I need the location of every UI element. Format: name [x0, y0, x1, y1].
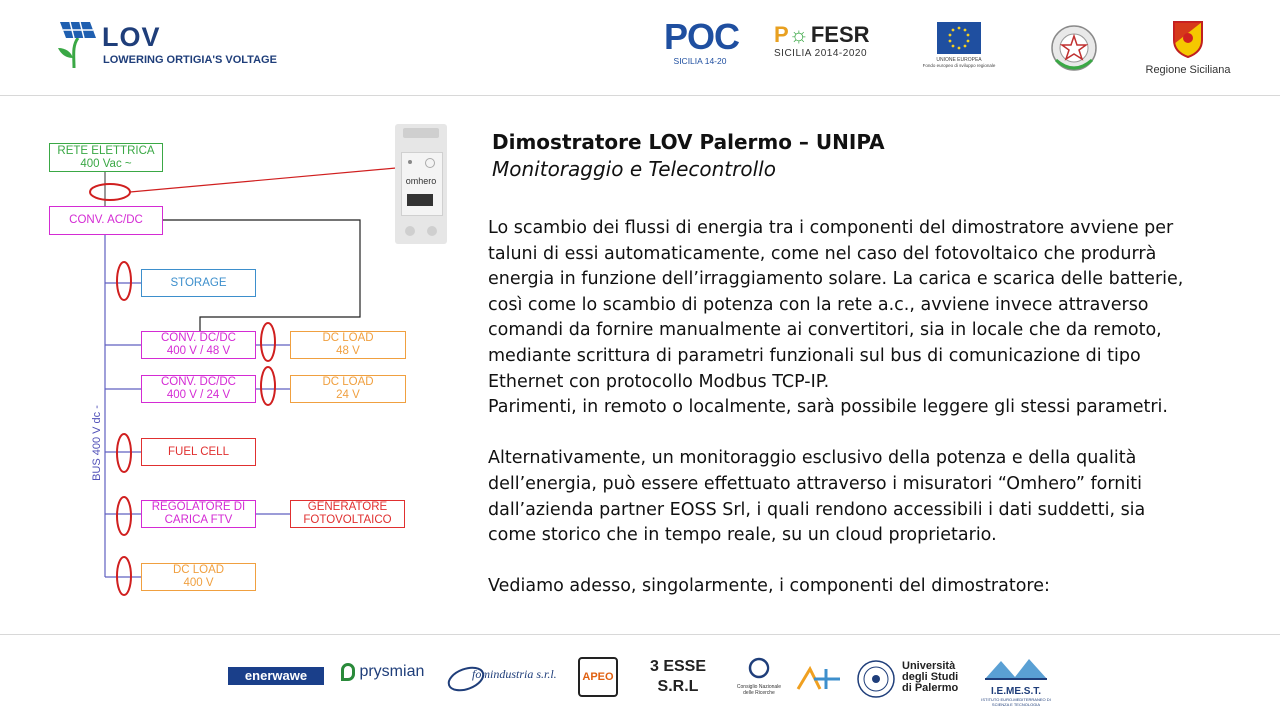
regolatore-box: REGOLATORE DI CARICA FTV — [141, 500, 256, 528]
unipa-seal-icon — [856, 659, 896, 699]
para3-line: Vediamo adesso, singolarmente, i componenti del dimostratore: — [488, 576, 1050, 597]
fomindustria-logo: fomindustria s.r.l. — [446, 657, 566, 697]
brand-name: LOV — [102, 22, 161, 52]
para1-line: taluni di essi automaticamente, come nel caso del fotovoltaico che produrrà — [488, 243, 1157, 264]
dc-load-24-box: DC LOAD 24 V — [290, 375, 406, 403]
dc-load-48-box: DC LOAD 48 V — [290, 331, 406, 359]
unipa-logo: Università degli Studi di Palermo — [856, 657, 962, 703]
conv-dcdc-24-box: CONV. DC/DC 400 V / 24 V — [141, 375, 256, 403]
poc-logo: POC SICILIA 14-20 — [664, 16, 740, 66]
para1-line: Ethernet con protocollo Modbus TCP-IP. — [488, 371, 830, 392]
tre-esse-logo: 3 ESSE S.R.L — [649, 658, 707, 695]
bus-label-wrap — [89, 380, 105, 510]
trinacria-shield-icon — [1171, 20, 1205, 58]
para2-line: dell’energia, può essere effettuato attraverso i misuratori “Omhero” forniti — [488, 473, 1142, 494]
storage-box: STORAGE — [141, 269, 256, 297]
rete-elettrica-box: RETE ELETTRICA 400 Vac ~ — [49, 143, 163, 172]
prysmian-mark-icon — [341, 663, 355, 681]
iemest-logo: I.E.ME.S.T. ISTITUTO EURO-MEDITERRANEO DI SCIENZA E TECNOLOGIA — [974, 655, 1058, 703]
header-bar — [0, 0, 1280, 96]
ate-mark-icon — [796, 665, 842, 693]
slide-subtitle: Monitoraggio e Telecontrollo — [492, 157, 776, 181]
omhero-meter-image — [395, 124, 447, 244]
para2-line: come storico che in tempo reale, su un cloud proprietario. — [488, 525, 997, 546]
conv-acdc-box: CONV. AC/DC — [49, 206, 163, 235]
italian-republic-emblem-icon — [1048, 20, 1100, 76]
para1-line: comandi da fornire manualmente ai convertitori, sia in locale che da remoto, — [488, 320, 1162, 341]
para2-line: dall’azienda partner EOSS Srl, i quali rendono accessibili i dati suddetti, sia — [488, 499, 1146, 520]
enerwawe-logo: enerwawe — [228, 667, 324, 685]
apeo-logo: APEO — [578, 657, 618, 697]
fesr-logo: P☼FESR SICILIA 2014-2020 — [774, 22, 870, 59]
cnr-logo: Consiglio Nazionale delle Ricerche — [736, 657, 782, 707]
para1-line: energia in funzione dell’irraggiamento solare. La carica e scarica delle batterie, — [488, 269, 1184, 290]
generatore-fotovoltaico-box: GENERATORE FOTOVOLTAICO — [290, 500, 405, 528]
cnr-mark-icon — [748, 657, 770, 679]
fuel-cell-box: FUEL CELL — [141, 438, 256, 466]
eu-logo: UNIONE EUROPEA Fondo europeo di sviluppo regionale — [920, 22, 998, 76]
brand-tagline: LOWERING ORTIGIA'S VOLTAGE — [103, 54, 277, 66]
para1-line: mediante scrittura di parametri funzionali sul bus di comunicazione di tipo — [488, 345, 1141, 366]
lov-logo-icon — [52, 16, 102, 72]
para1-line: Parimenti, in remoto o localmente, sarà possibile leggere gli stessi parametri. — [488, 397, 1168, 418]
conv-dcdc-48-box: CONV. DC/DC 400 V / 48 V — [141, 331, 256, 359]
body-text — [488, 216, 1268, 600]
para1-line: Lo scambio dei flussi di energia tra i componenti del dimostratore avviene per — [488, 218, 1174, 238]
footer-bar — [0, 634, 1280, 721]
para1-line: così come lo scambio di potenza con la rete a.c., avviene invece attraverso — [488, 294, 1149, 315]
para2-line: Alternativamente, un monitoraggio esclusivo della potenza e della qualità — [488, 448, 1137, 469]
dc-load-400-box: DC LOAD 400 V — [141, 563, 256, 591]
regione-siciliana-logo: Regione Siciliana — [1138, 20, 1238, 82]
eu-flag-icon — [937, 22, 981, 54]
meter-brand-label: omhero — [405, 176, 437, 186]
bus-label: BUS 400 V dc - — [91, 405, 103, 481]
prysmian-logo: prysmian — [341, 663, 437, 689]
slide-title: Dimostratore LOV Palermo – UNIPA — [492, 130, 885, 154]
iemest-mark-icon — [981, 655, 1051, 681]
